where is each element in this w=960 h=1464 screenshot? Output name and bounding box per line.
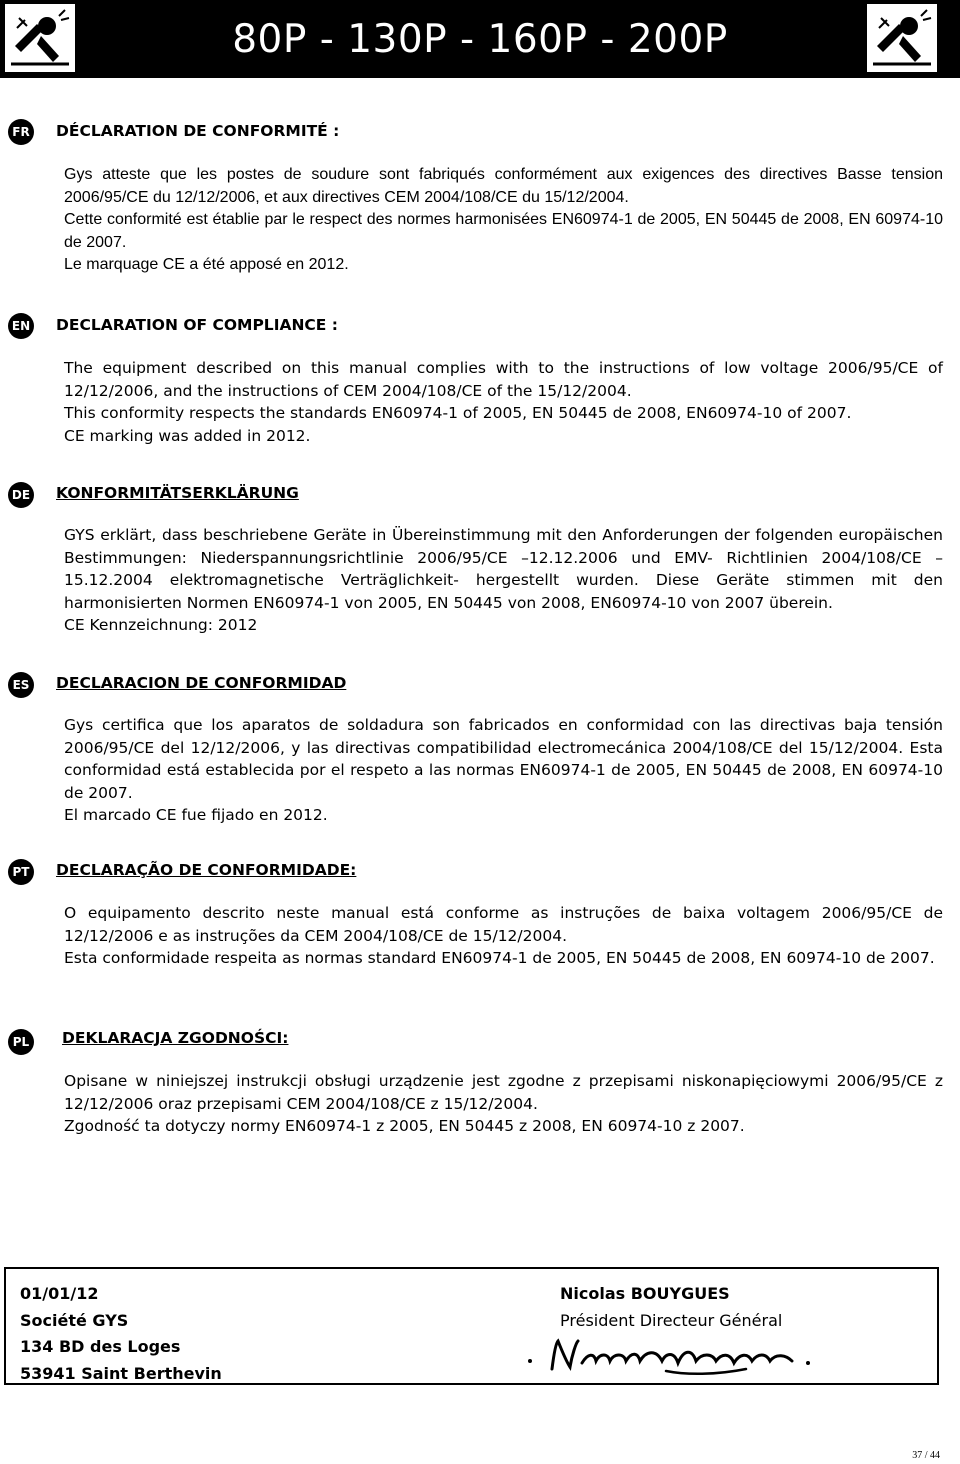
street-address: 134 BD des Loges — [20, 1337, 181, 1356]
language-badge-fr: FR — [8, 119, 34, 145]
welder-logo-icon — [867, 4, 937, 72]
section-body-pl — [64, 1070, 943, 1138]
page-number: 37 / 44 — [912, 1450, 940, 1461]
paragraph: Le marquage CE a été apposé en 2012. — [64, 256, 349, 273]
signatory-name: Nicolas BOUYGUES — [560, 1284, 730, 1303]
section-body-es — [64, 714, 943, 827]
signatory-title: Président Directeur Général — [560, 1310, 783, 1330]
paragraph: The equipment described on this manual complies with to the instructions of low voltage 2006/95/CE of 12/12/2006, and the instructions of CEM 2004/108/CE of the 15/12/2004. — [64, 359, 943, 400]
section-body-de — [64, 524, 943, 637]
date: 01/01/12 — [20, 1284, 99, 1303]
section-body-en — [64, 357, 943, 447]
section-body-fr — [64, 164, 943, 277]
language-badge-en: EN — [8, 313, 34, 339]
page-title: 80P - 130P - 160P - 200P — [232, 17, 728, 62]
section-heading-pl: DEKLARACJA ZGODNOŚCI: — [62, 1029, 289, 1047]
paragraph: Gys certifica que los aparatos de soldadura son fabricados en conformidad con las directivas baja tensión 2006/95/CE del 12/12/2006, y las directivas compatibilidad electromecánica 2004/108/CE del 15/12/2004. Esta conformidad está establecida por el respeto a las normas EN60974-1 de 2005, EN 50445 de 2008, EN 60974-10 de 2007. — [64, 716, 943, 802]
paragraph: CE Kennzeichnung: 2012 — [64, 616, 258, 634]
paragraph: Opisane w niniejszej instrukcji obsługi urządzenie jest zgodne z przepisami niskonapięciowymi 2006/95/CE z 12/12/2006 oraz przepisami CEM 2004/108/CE z 15/12/2004. — [64, 1072, 943, 1113]
section-heading-fr: DÉCLARATION DE CONFORMITÉ : — [56, 122, 340, 140]
company-address — [20, 1281, 222, 1387]
language-badge-pl: PL — [8, 1029, 34, 1055]
paragraph: Esta conformidade respeita as normas standard EN60974-1 de 2005, EN 50445 de 2008, EN 60974-10 de 2007. — [64, 949, 935, 967]
section-heading-de: KONFORMITÄTSERKLÄRUNG — [56, 484, 299, 502]
city-address: 53941 Saint Berthevin — [20, 1363, 222, 1383]
paragraph: El marcado CE fue fijado en 2012. — [64, 806, 328, 824]
paragraph: O equipamento descrito neste manual está conforme as instruções de baixa voltagem 2006/95/CE de 12/12/2006 e as instruções da CEM 2004/108/CE de 15/12/2004. — [64, 904, 943, 945]
page-header — [0, 0, 960, 78]
signature-block — [4, 1267, 939, 1385]
section-body-pt — [64, 902, 943, 970]
paragraph: CE marking was added in 2012. — [64, 426, 311, 445]
paragraph: GYS erklärt, dass beschriebene Geräte in Übereinstimmung mit den Anforderungen der folgenden europäischen Bestimmungen: Niederspannungsrichtlinie 2006/95/CE –12.12.2006 und EMV- Richtlinien 2004/108/CE – 15.12.2004 elektromagnetische Verträglichkeit- hergestellt wurden. Diese Geräte stimmen mit den harmonisierten Normen EN60974-1 von 2005, EN 50445 von 2008, EN60974-10 von 2007 überein. — [64, 526, 943, 612]
section-heading-en: DECLARATION OF COMPLIANCE : — [56, 316, 338, 334]
section-heading-es: DECLARACION DE CONFORMIDAD — [56, 674, 347, 692]
paragraph: Zgodność ta dotyczy normy EN60974-1 z 2005, EN 50445 z 2008, EN 60974-10 z 2007. — [64, 1117, 745, 1135]
company-name: Société GYS — [20, 1310, 129, 1330]
paragraph: This conformity respects the standards EN60974-1 of 2005, EN 50445 de 2008, EN60974-10 of 2007. — [64, 404, 852, 422]
handwritten-signature — [516, 1331, 826, 1381]
paragraph: Cette conformité est établie par le respect des normes harmonisées EN60974-1 de 2005, EN 50445 de 2008, EN 60974-10 de 2007. — [64, 211, 943, 251]
language-badge-de: DE — [8, 482, 34, 508]
section-heading-pt: DECLARAÇÃO DE CONFORMIDADE: — [56, 861, 357, 879]
language-badge-pt: PT — [8, 859, 34, 885]
signatory — [560, 1281, 782, 1334]
language-badge-es: ES — [8, 672, 34, 698]
paragraph: Gys atteste que les postes de soudure sont fabriqués conformément aux exigences des directives Basse tension 2006/95/CE du 12/12/2006, et aux directives CEM 2004/108/CE du 15/12/2004. — [64, 166, 943, 206]
